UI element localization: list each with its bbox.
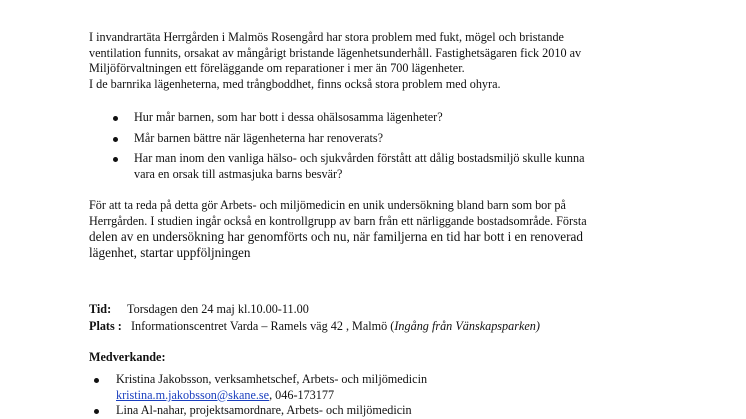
time-row: [89, 302, 309, 318]
study-line: lägenhet, startar uppföljningen: [89, 244, 251, 260]
bullet-icon: [94, 409, 99, 414]
list-item: [89, 131, 585, 147]
intro-line: Miljöförvaltningen ett föreläggande om reparationer i mer än 700 lägenheter.: [89, 61, 465, 76]
phone-number: , 046-173177: [269, 387, 335, 402]
intro-line: I invandrartäta Herrgården i Malmös Rosengård har stora problem med fukt, mögel och bristande: [89, 30, 564, 44]
participants-heading: Medverkande:: [89, 350, 166, 364]
bullet-icon: [113, 116, 118, 121]
place-value: Informationscentret Varda – Ramels väg 42 , Malmö (: [130, 319, 395, 333]
bullet-icon: [113, 137, 118, 142]
bullet-icon: [113, 157, 118, 162]
question-list: [89, 110, 585, 187]
place-row: [89, 319, 540, 335]
study-paragraph: [89, 198, 709, 260]
list-item: [89, 151, 585, 182]
study-line: För att ta reda på detta gör Arbets- och miljömedicin en unik undersökning bland barn som bor på: [89, 198, 566, 212]
list-item: [89, 110, 585, 126]
question-text: Har man inom den vanliga hälso- och sjukvården förstått att dålig bostadsmiljö skulle kunna: [134, 151, 585, 166]
place-entrance: Ingång från Vänskapsparken): [394, 319, 540, 333]
bullet-icon: [94, 378, 99, 383]
list-item: [89, 403, 427, 419]
participant-name: Lina Al-nahar, projektsamordnare, Arbets- och miljömedicin: [116, 403, 412, 418]
time-value: Torsdagen den 24 maj kl.10.00-11.00: [127, 302, 309, 316]
place-label: Plats :: [89, 319, 122, 333]
intro-line: I de barnrika lägenheterna, med trångboddhet, finns också stora problem med ohyra.: [89, 76, 501, 91]
question-text: Hur mår barnen, som har bott i dessa ohälsosamma lägenheter?: [134, 110, 443, 124]
list-item: [89, 372, 427, 403]
time-label: Tid:: [89, 302, 112, 316]
intro-line: ventilation funnits, orsakat av mångårigt bristande lägenhetsunderhåll. Fastighetsägaren fick 2010 av: [89, 45, 582, 60]
study-line: Herrgården. I studien ingår också en kontrollgrupp av barn från ett närliggande bostadsområde. Första: [89, 213, 587, 228]
study-line: delen av en undersökning har genomförts och nu, när familjerna en tid har bott i en renoverad: [89, 229, 583, 245]
participants-list: [89, 372, 427, 419]
question-text: vara en orsak till astmasjuka barns besvär?: [134, 166, 343, 181]
participant-name: Kristina Jakobsson, verksamhetschef, Arbets- och miljömedicin: [116, 372, 428, 386]
participant-contact: [116, 388, 427, 404]
email-link[interactable]: kristina.m.jakobsson@skane.se: [116, 387, 270, 402]
question-text: Mår barnen bättre när lägenheterna har renoverats?: [134, 130, 384, 145]
intro-paragraph: [89, 30, 709, 92]
